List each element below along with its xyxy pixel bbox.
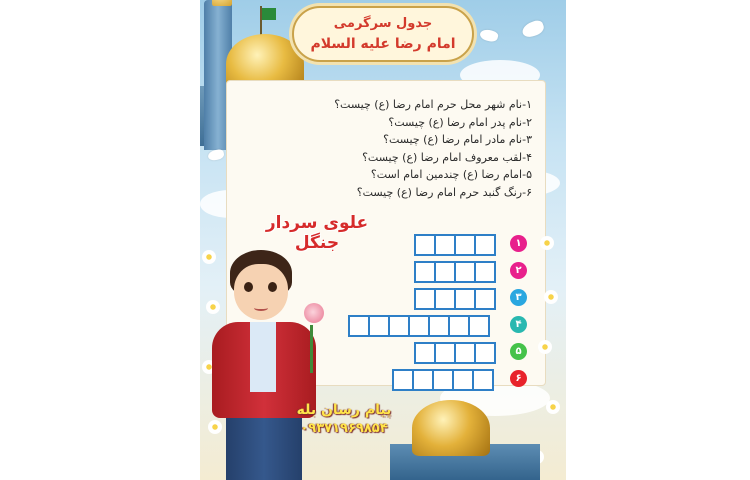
- row-number-badge: ۳: [510, 289, 527, 306]
- row-number-badge: ۱: [510, 235, 527, 252]
- crossword-row-1: [414, 234, 494, 256]
- crossword-cell[interactable]: [414, 234, 436, 256]
- dove-icon: [479, 28, 499, 43]
- question-item: ۶-رنگ گنبد حرم امام رضا (ع) چیست؟: [356, 185, 532, 199]
- question-item: ۱-نام شهر محل حرم امام رضا (ع) چیست؟: [334, 98, 532, 111]
- crossword-cell[interactable]: [474, 261, 496, 283]
- boy-illustration: [206, 250, 324, 480]
- flower-decoration: [538, 340, 552, 354]
- title-banner: [292, 6, 474, 62]
- crossword-row-3: [414, 288, 494, 310]
- crossword-cell[interactable]: [414, 342, 436, 364]
- dove-icon: [207, 149, 224, 162]
- question-item: ۳-نام مادر امام رضا (ع) چیست؟: [383, 133, 532, 146]
- dove-icon: [520, 19, 545, 40]
- crossword-cell[interactable]: [454, 234, 476, 256]
- flower-decoration: [546, 400, 560, 414]
- crossword-cell[interactable]: [472, 369, 494, 391]
- crossword-cell[interactable]: [468, 315, 490, 337]
- crossword-cell[interactable]: [414, 261, 436, 283]
- question-item: ۴-لقب معروف امام رضا (ع) چیست؟: [362, 150, 532, 164]
- sender-name: پیام رسان بله: [296, 402, 392, 418]
- crossword-cell[interactable]: [454, 342, 476, 364]
- crossword-cell[interactable]: [432, 369, 454, 391]
- crossword-cell[interactable]: [454, 261, 476, 283]
- question-item: ۵-امام رضا (ع) چندمین امام است؟: [370, 168, 532, 181]
- row-number-badge: ۴: [510, 316, 527, 333]
- sender-info: [284, 400, 404, 438]
- crossword-row-2: [414, 261, 494, 283]
- shrine-illustration: [390, 400, 540, 480]
- crossword-cell[interactable]: [474, 342, 496, 364]
- flower-decoration: [540, 236, 554, 250]
- crossword-row-5: [414, 342, 494, 364]
- crossword-cell[interactable]: [454, 288, 476, 310]
- crossword-cell[interactable]: [428, 315, 450, 337]
- poster: [200, 0, 566, 480]
- question-item: ۲-نام پدر امام رضا (ع) چیست؟: [388, 115, 532, 129]
- crossword-cell[interactable]: [414, 288, 436, 310]
- crossword-cell[interactable]: [474, 234, 496, 256]
- crossword-cell[interactable]: [412, 369, 434, 391]
- author-name: علوی سردار جنگل: [265, 213, 369, 253]
- row-number-badge: ۶: [510, 370, 527, 387]
- green-flag: [262, 8, 276, 20]
- sender-phone: ۰۹۳۷۱۹۶۹۸۵۴: [300, 421, 388, 436]
- title-line-1: جدول سرگرمی: [333, 16, 433, 31]
- crossword-cell[interactable]: [448, 315, 470, 337]
- crossword-cell[interactable]: [434, 261, 456, 283]
- crossword-cell[interactable]: [434, 288, 456, 310]
- crossword-cell[interactable]: [368, 315, 390, 337]
- crossword-cell[interactable]: [434, 234, 456, 256]
- flower-decoration: [544, 290, 558, 304]
- crossword-cell[interactable]: [348, 315, 370, 337]
- row-number-badge: ۵: [510, 343, 527, 360]
- crossword-cell[interactable]: [474, 288, 496, 310]
- crossword-cell[interactable]: [434, 342, 456, 364]
- row-number-badge: ۲: [510, 262, 527, 279]
- rose-flower: [304, 303, 324, 323]
- crossword-row-6: [392, 369, 492, 391]
- crossword-cell[interactable]: [452, 369, 474, 391]
- rose-stem: [310, 325, 313, 373]
- question-list: [272, 96, 532, 201]
- title-line-2: امام رضا علیه السلام: [310, 36, 456, 52]
- crossword-row-4: [348, 315, 488, 337]
- crossword-cell[interactable]: [408, 315, 430, 337]
- crossword-cell[interactable]: [392, 369, 414, 391]
- crossword-cell[interactable]: [388, 315, 410, 337]
